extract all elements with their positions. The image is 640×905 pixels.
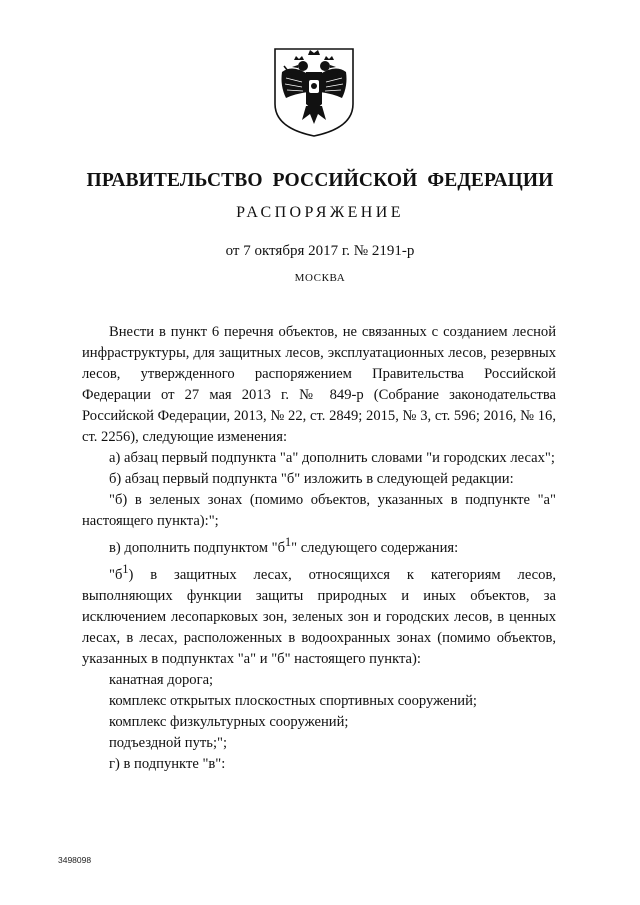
document-type: РАСПОРЯЖЕНИЕ [236,204,404,221]
document-body [82,322,556,775]
item-v-post: " следующего содержания: [291,539,459,556]
item-b-text: "б) в зеленых зонах (помимо объектов, указанных в подпункте "а" настоящего пункта):"; [82,492,556,529]
item-b1-sup: 1 [122,561,129,576]
item-b1-pre: "б [109,566,123,583]
coat-of-arms-emblem [272,46,356,138]
government-title: ПРАВИТЕЛЬСТВО РОССИЙСКОЙ ФЕДЕРАЦИИ [86,170,554,191]
item-g: г) в подпункте "в": [109,755,226,772]
list-item: комплекс открытых плоскостных спортивных сооружений; [109,692,477,709]
list-item: подъездной путь;"; [109,734,228,751]
item-v [82,532,556,559]
item-v-sup: 1 [285,535,292,549]
item-b: б) абзац первый подпункта "б" изложить в следующей редакции: [109,471,514,487]
intro-paragraph: Внести в пункт 6 перечня объектов, не связанных с созданием лесной инфраструктуры, для защитных лесов, эксплуатационных лесов, резервных лесов, утвержденного распоряжением Правительства Российской Федерации от 27 мая 2013 г. № 849-р (Собрание законодательства Российской Федерации, 2013, № 22, ст. 2849; 2015, № 3, ст. 596; 2016, № 16, ст. 2256), следующие изменения: [82,324,556,445]
item-b1-text [82,559,556,670]
item-v-pre: в) дополнить подпунктом "б [109,539,286,556]
document-number: 3498098 [58,855,92,865]
city-name: МОСКВА [294,272,346,284]
item-b1-post: ) в защитных лесах, относящихся к категориям лесов, выполняющих функции защиты природных и иных объектов, за исключением лесопарковых зон, зеленых зон и городских лесов, в ценных лесах, в лесах, расположенных в водоохранных зонах (помимо объектов, указанных в подпунктах "а" и "б" настоящего пункта): [82,566,556,667]
date-and-number: от 7 октября 2017 г. № 2191-р [225,243,415,259]
list-item: комплекс физкультурных сооружений; [109,713,349,730]
item-a: а) абзац первый подпункта "а" дополнить словами "и городских лесах"; [109,450,555,466]
list-item: канатная дорога; [109,671,214,688]
